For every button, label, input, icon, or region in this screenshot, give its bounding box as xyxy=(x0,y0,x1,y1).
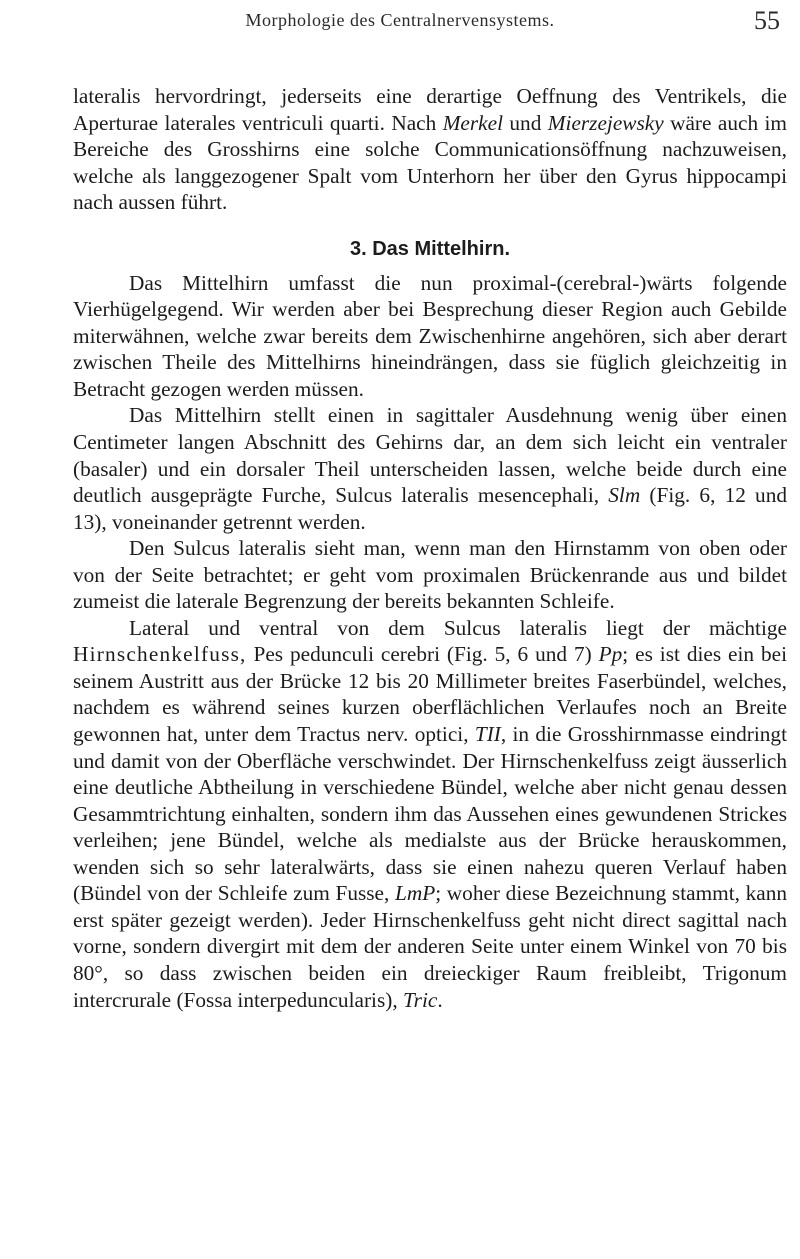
author-name: Merkel xyxy=(442,110,503,135)
text-run: Lateral und ventral von dem Sulcus lateralis liegt der mächtige xyxy=(129,615,787,640)
text-run: und xyxy=(503,110,548,135)
paragraph-4: Den Sulcus lateralis sieht man, wenn man den Hirnstamm von oben oder von der Seite betrachtet; er geht vom proximalen Brückenrande aus und bildet zumeist die laterale Begrenzung der bereits bekannten Schleife. xyxy=(73,536,787,614)
section-heading: 3. Das Mittelhirn. xyxy=(349,237,511,260)
paragraph-5 xyxy=(73,615,787,1013)
text-run: ; woher diese Bezeichnung stammt, kann erst später gezeigt werden). Jeder Hirnschenkelfuss geht nicht direct sagittal nach vorne, sondern divergirt mit dem der anderen Seite unter einem Winkel von 70 bis 80°, so dass zwischen beiden ein dreieckiger Raum freibleibt, Trigonum intercrurale (Fossa interpeduncularis), xyxy=(73,881,788,1012)
figure-abbreviation: Pp xyxy=(598,642,623,667)
paragraph-1 xyxy=(73,83,787,216)
body-text xyxy=(73,83,787,1013)
figure-abbreviation: Slm xyxy=(608,483,641,508)
page-number: 55 xyxy=(754,6,780,35)
figure-abbreviation: Tric xyxy=(402,987,438,1012)
text-run: wäre auch im Bereiche des Grosshirns eine solche Communicationsöffnung nachzuweisen, welche als langgezogener Spalt vom Unterhorn her über den Gyrus hippocampi nach aussen führt. xyxy=(73,110,787,215)
paragraph-3 xyxy=(73,402,787,535)
figure-abbreviation: TII xyxy=(474,722,501,747)
text-run: Das Mittelhirn stellt einen in sagittaler Ausdehnung wenig über einen Centimeter langen Abschnitt des Gehirns dar, an dem sich leicht ein ventraler (basaler) und ein dorsaler Theil unterscheiden lassen, welche beide durch eine deutlich ausgeprägte Furche, Sulcus lateralis mesencephali, xyxy=(73,403,787,508)
text-run: lateralis hervordringt, jederseits eine derartige Oeffnung des Ventrikels, die Aperturae laterales ventriculi quarti. Nach xyxy=(73,84,787,135)
running-title: Morphologie des Centralnervensystems. xyxy=(245,10,555,30)
spaced-term: Hirnschenkelfuss, xyxy=(73,642,247,667)
text-run: Pes pedunculi cerebri (Fig. 5, 6 und 7) xyxy=(246,642,599,667)
paragraph-2: Das Mittelhirn umfasst die nun proximal-(cerebral-)wärts folgende Vierhügelgegend. Wir werden aber bei Besprechung dieser Region auch Gebilde miterwähnen, welche zwar bereits dem Zwischenhirne angehören, sich aber derart zwischen Theile des Mittelhirns hineindrängen, dass sie füglich gleichzeitig in Betracht gezogen werden müssen. xyxy=(73,270,787,401)
text-run: . xyxy=(437,987,443,1012)
figure-abbreviation: LmP xyxy=(394,881,436,906)
text-run: , in die Grosshirnmasse eindringt und damit von der Oberfläche verschwindet. Der Hirnschenkelfuss zeigt äusserlich eine deutliche Abtheilung in verschiedene Bündel, welche aber nicht genau dessen Gesammtrichtung einhalten, sondern ihm das Aussehen eines gewundenen Strickes verleihen; jene Bündel, welche als medialste aus der Brücke herauskommen, wenden sich so sehr lateralwärts, dass sie einen nahezu queren Verlauf haben (Bündel von der Schleife zum Fusse, xyxy=(73,722,787,906)
author-name: Mierzejewsky xyxy=(547,110,664,135)
text-run: ; es ist dies ein bei seinem Austritt aus der Brücke 12 bis 20 Millimeter breites Faserbündel, welches, nachdem es während seines kurzen oberflächlichen Verlaufes noch an Breite gewonnen hat, unter dem Tractus nerv. optici, xyxy=(73,642,787,747)
text-run: (Fig. 6, 12 und 13), voneinander getrennt werden. xyxy=(73,483,787,534)
